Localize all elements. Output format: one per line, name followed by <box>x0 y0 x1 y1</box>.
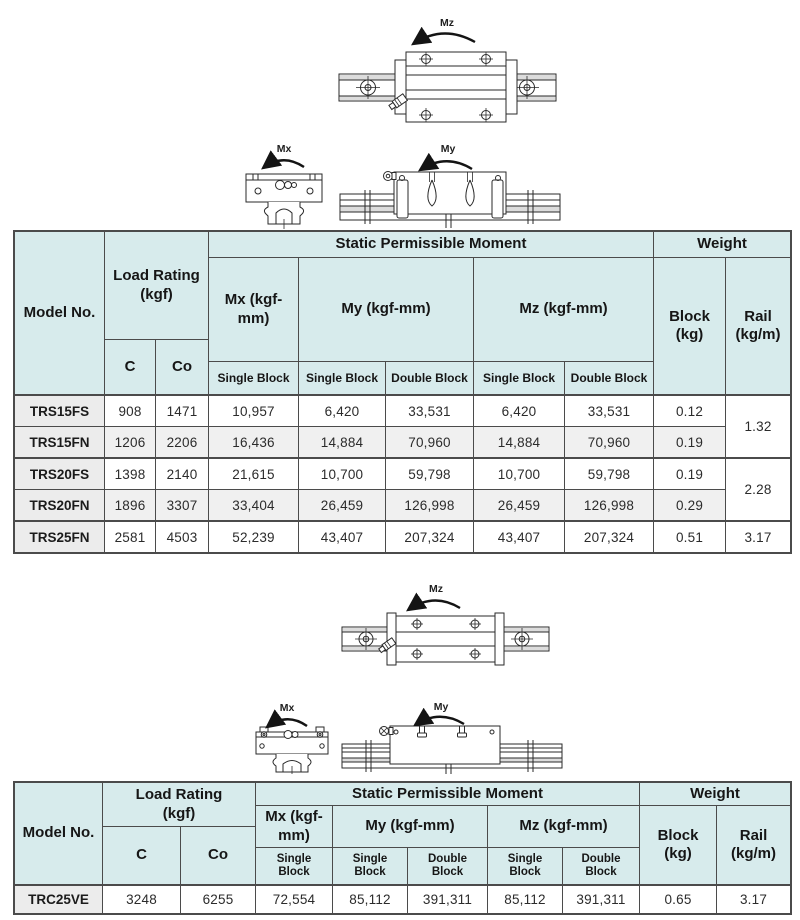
t1-row-TRS25FN-c: 2581 <box>105 522 156 552</box>
t2-header-my-single: Single Block <box>333 848 408 886</box>
t1-row-TRS15FS-block: 0.12 <box>654 396 726 427</box>
trs-front-view-mx-diagram <box>238 140 330 230</box>
t1-header-my-single: Single Block <box>299 362 386 396</box>
t1-row-TRS20FN-mx_single: 33,404 <box>209 490 299 522</box>
t1-row-TRS15FN-block: 0.19 <box>654 427 726 459</box>
t1-row-TRS20FN-co: 3307 <box>156 490 209 522</box>
t1-row-TRS25FN-model: TRS25FN <box>15 522 105 552</box>
t1-row-TRS25FN-mz_double: 207,324 <box>565 522 654 552</box>
t2-row-TRC25VE-my_single: 85,112 <box>333 886 408 913</box>
trc-front-view-mx-diagram <box>250 700 334 774</box>
t1-row-TRS25FN-my_single: 43,407 <box>299 522 386 552</box>
my-label: My <box>440 143 456 155</box>
block-side <box>380 726 501 764</box>
t1-row-TRS20FN-my_single: 26,459 <box>299 490 386 522</box>
t1-row-TRS15FS-mz_double: 33,531 <box>565 396 654 427</box>
t2-header-load-rating: Load Rating (kgf) <box>103 783 256 827</box>
t2-header-my-double: Double Block <box>408 848 488 886</box>
trc-side-view-my-diagram <box>338 700 566 776</box>
t1-row-TRS15FS-model: TRS15FS <box>15 396 105 427</box>
t1-row-TRS20FS-my_single: 10,700 <box>299 459 386 490</box>
mz-arrow <box>413 33 475 44</box>
mx-label: Mx <box>276 143 292 155</box>
t2-header-c: C <box>103 827 181 886</box>
t1-row-TRS25FN-mz_single: 43,407 <box>474 522 565 552</box>
t1-row-TRS15FN-model: TRS15FN <box>15 427 105 459</box>
t2-header-mz: Mz (kgf-mm) <box>488 806 640 848</box>
t1-row-TRS15FS-mx_single: 10,957 <box>209 396 299 427</box>
my-label: My <box>433 701 449 713</box>
t1-row-TRS15FS-my_single: 6,420 <box>299 396 386 427</box>
t1-header-mz: Mz (kgf-mm) <box>474 258 654 362</box>
t2-header-rail: Rail (kg/m) <box>717 806 790 886</box>
t1-header-c: C <box>105 340 156 396</box>
block-side <box>384 172 507 219</box>
rail-front <box>273 754 311 774</box>
t1-row-TRS15FS-rail: 1.32 <box>726 396 790 459</box>
t2-row-TRC25VE-c: 3248 <box>103 886 181 913</box>
t1-row-TRS20FS-mz_double: 59,798 <box>565 459 654 490</box>
t2-header-mz-single: Single Block <box>488 848 563 886</box>
t1-header-weight: Weight <box>654 232 790 258</box>
t1-row-TRS15FN-co: 2206 <box>156 427 209 459</box>
t1-row-TRS20FS-c: 1398 <box>105 459 156 490</box>
t1-row-TRS20FN-block: 0.29 <box>654 490 726 522</box>
t2-row-TRC25VE-rail: 3.17 <box>717 886 790 913</box>
mx-arrow <box>267 719 307 727</box>
t2-header-block: Block (kg) <box>640 806 717 886</box>
block-plan <box>388 52 517 122</box>
t1-header-block: Block (kg) <box>654 258 726 396</box>
t1-header-mz-double: Double Block <box>565 362 654 396</box>
block-front <box>246 174 322 202</box>
t1-header-mx: Mx (kgf-mm) <box>209 258 299 362</box>
trs-spec-table <box>13 230 792 554</box>
t1-row-TRS25FN-my_double: 207,324 <box>386 522 474 552</box>
t1-row-TRS25FN-co: 4503 <box>156 522 209 552</box>
grease-nipple-icon <box>384 172 397 181</box>
t1-row-TRS15FS-c: 908 <box>105 396 156 427</box>
t2-header-model-no: Model No. <box>15 783 103 886</box>
t1-row-TRS20FN-model: TRS20FN <box>15 490 105 522</box>
t2-row-TRC25VE-mx_single: 72,554 <box>256 886 333 913</box>
t1-header-rail: Rail (kg/m) <box>726 258 790 396</box>
t1-header-model-no: Model No. <box>15 232 105 396</box>
block-plan <box>378 613 504 665</box>
my-arrow <box>415 717 464 725</box>
t1-header-my-double: Double Block <box>386 362 474 396</box>
t1-row-TRS15FS-my_double: 33,531 <box>386 396 474 427</box>
t1-row-TRS15FN-mx_single: 16,436 <box>209 427 299 459</box>
t1-row-TRS15FN-mz_single: 14,884 <box>474 427 565 459</box>
trs-top-view-mz-diagram <box>335 12 560 137</box>
t2-header-mz-double: Double Block <box>563 848 640 886</box>
t1-row-TRS15FN-my_single: 14,884 <box>299 427 386 459</box>
t2-row-TRC25VE-model: TRC25VE <box>15 886 103 913</box>
t2-header-weight: Weight <box>640 783 790 806</box>
mx-label: Mx <box>279 702 295 714</box>
t2-row-TRC25VE-block: 0.65 <box>640 886 717 913</box>
trc-top-view-mz-diagram <box>338 580 553 680</box>
t1-row-TRS20FS-my_double: 59,798 <box>386 459 474 490</box>
t1-header-static-moment: Static Permissible Moment <box>209 232 654 258</box>
t1-row-TRS20FS-co: 2140 <box>156 459 209 490</box>
t1-row-TRS25FN-rail: 3.17 <box>726 522 790 552</box>
t2-header-mx: Mx (kgf-mm) <box>256 806 333 848</box>
t1-row-TRS20FS-rail: 2.28 <box>726 459 790 522</box>
t1-row-TRS15FN-my_double: 70,960 <box>386 427 474 459</box>
mx-arrow <box>263 160 304 168</box>
t2-header-co: Co <box>181 827 256 886</box>
t2-row-TRC25VE-co: 6255 <box>181 886 256 913</box>
my-arrow <box>420 161 472 170</box>
t1-row-TRS20FN-c: 1896 <box>105 490 156 522</box>
t1-row-TRS25FN-mx_single: 52,239 <box>209 522 299 552</box>
t1-row-TRS20FS-model: TRS20FS <box>15 459 105 490</box>
t1-header-my: My (kgf-mm) <box>299 258 474 362</box>
rail-front <box>264 202 303 229</box>
t1-row-TRS20FS-block: 0.19 <box>654 459 726 490</box>
t2-header-my: My (kgf-mm) <box>333 806 488 848</box>
t2-row-TRC25VE-mz_single: 85,112 <box>488 886 563 913</box>
t1-row-TRS20FN-mz_single: 26,459 <box>474 490 565 522</box>
t1-row-TRS15FN-c: 1206 <box>105 427 156 459</box>
t1-row-TRS15FN-mz_double: 70,960 <box>565 427 654 459</box>
trs-side-view-my-diagram <box>336 140 564 230</box>
mz-arrow <box>408 600 460 610</box>
t1-row-TRS20FS-mx_single: 21,615 <box>209 459 299 490</box>
t2-row-TRC25VE-mz_double: 391,311 <box>563 886 640 913</box>
t1-row-TRS25FN-block: 0.51 <box>654 522 726 552</box>
mz-label: Mz <box>429 583 443 595</box>
t1-row-TRS20FS-mz_single: 10,700 <box>474 459 565 490</box>
t1-row-TRS15FS-mz_single: 6,420 <box>474 396 565 427</box>
grease-nipple-icon <box>380 727 394 736</box>
t1-header-co: Co <box>156 340 209 396</box>
t1-row-TRS20FN-my_double: 126,998 <box>386 490 474 522</box>
block-front <box>256 727 328 754</box>
t2-header-static-moment: Static Permissible Moment <box>256 783 640 806</box>
t1-row-TRS15FS-co: 1471 <box>156 396 209 427</box>
t1-header-mx-single: Single Block <box>209 362 299 396</box>
trc-spec-table <box>13 781 792 915</box>
t1-header-load-rating: Load Rating (kgf) <box>105 232 209 340</box>
t1-row-TRS20FN-mz_double: 126,998 <box>565 490 654 522</box>
t1-header-mz-single: Single Block <box>474 362 565 396</box>
mz-label: Mz <box>440 17 454 29</box>
t2-header-mx-single: Single Block <box>256 848 333 886</box>
t2-row-TRC25VE-my_double: 391,311 <box>408 886 488 913</box>
